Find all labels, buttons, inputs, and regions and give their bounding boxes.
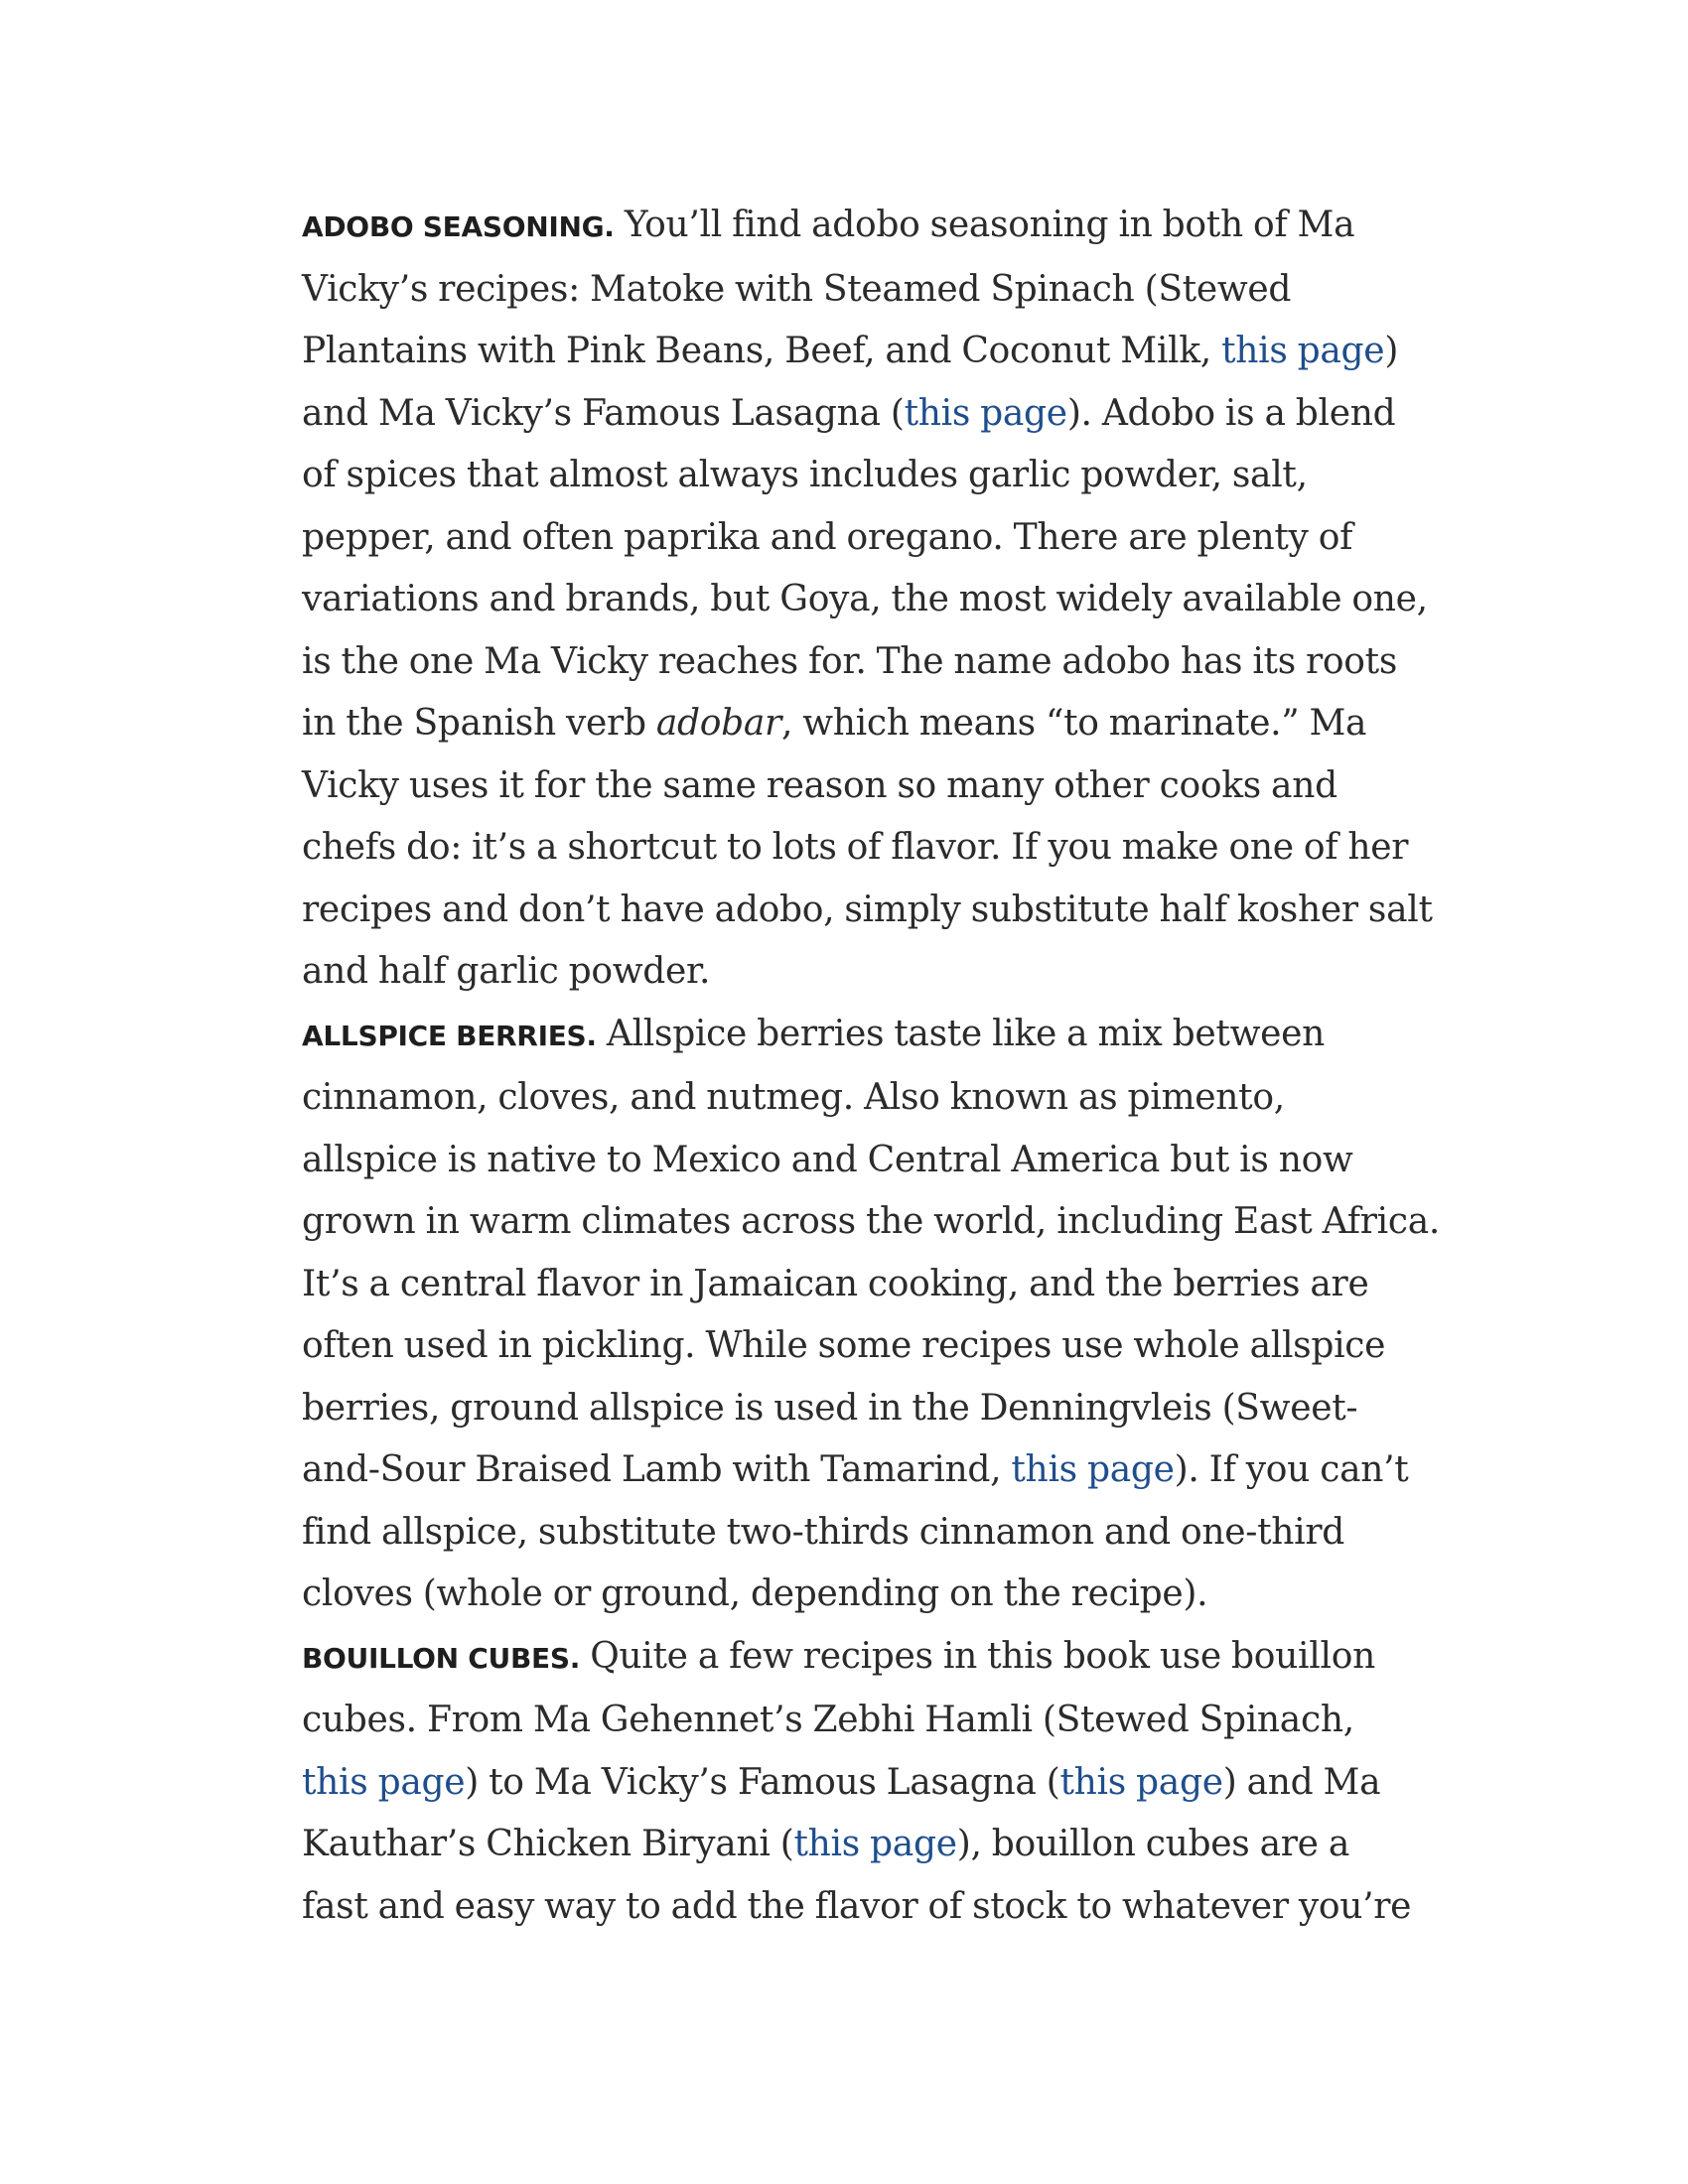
body-text: ) [1384,331,1399,371]
this-page-link[interactable]: this page [1221,331,1385,371]
this-page-link[interactable]: this page [793,1824,957,1864]
body-text: berries, ground allspice is used in the Denningvleis (Sweet- [302,1387,1358,1429]
text-line [302,1067,1493,1130]
text-line [302,195,1493,259]
body-text: find allspice, substitute two-thirds cinnamon and one-third [302,1511,1345,1553]
text-line [302,383,1493,446]
text-line [302,941,1493,1004]
glossary-list [302,195,1493,1938]
text-line [302,880,1493,942]
body-text: It’s a central flavor in Jamaican cooking, and the berries are [302,1263,1369,1304]
body-text: cloves (whole or ground, depending on the recipe). [302,1573,1208,1614]
text-line [302,1254,1493,1316]
body-text: , which means “to marinate.” Ma [780,703,1367,744]
body-text: chefs do: it’s a shortcut to lots of flavor. If you make one of her [302,827,1409,868]
body-text: pepper, and often paprika and oregano. There are plenty of [302,516,1353,558]
body-text: cinnamon, cloves, and nutmeg. Also known as pimento, [302,1077,1285,1118]
text-line [302,1564,1493,1626]
text-line [302,1690,1493,1752]
body-text: Vicky’s recipes: Matoke with Steamed Spinach (Stewed [302,268,1292,310]
text-line [302,1315,1493,1378]
text-line [302,1876,1493,1939]
this-page-link[interactable]: this page [1011,1449,1175,1490]
text-line [302,507,1493,570]
text-line [302,755,1493,818]
text-line [302,693,1493,755]
text-line [302,259,1493,322]
text-line [302,1502,1493,1565]
body-text: and-Sour Braised Lamb with Tamarind, [302,1449,1012,1490]
body-text: Plantains with Pink Beans, Beef, and Coconut Milk, [302,331,1222,371]
body-text: is the one Ma Vicky reaches for. The name adobo has its roots [302,640,1398,682]
body-text: variations and brands, but Goya, the most widely available one, [302,579,1428,619]
body-text: ). If you can’t [1174,1449,1409,1490]
body-text: and half garlic powder. [302,951,711,992]
text-line [302,1378,1493,1440]
body-text: Allspice berries taste like a mix between [606,1013,1326,1054]
body-text: grown in warm climates across the world, including East Africa. [302,1201,1441,1242]
body-text: allspice is native to Mexico and Central America but is now [302,1139,1353,1180]
body-text: of spices that almost always includes garlic powder, salt, [302,455,1308,495]
body-text: fast and easy way to add the flavor of stock to whatever you’re [302,1885,1412,1927]
text-line [302,817,1493,880]
body-text: Quite a few recipes in this book use bouillon [590,1635,1375,1677]
text-line [302,445,1493,507]
body-text: ), bouillon cubes are a [956,1824,1349,1864]
text-line [302,1191,1493,1254]
body-text: in the Spanish verb [302,703,656,744]
text-line [302,569,1493,631]
glossary-entry [302,1004,1493,1626]
body-text: cubes. From Ma Gehennet’s Zebhi Hamli (Stewed Spinach, [302,1700,1354,1740]
text-line [302,1130,1493,1192]
this-page-link[interactable]: this page [302,1761,466,1803]
italic-term: adobar [655,703,781,744]
glossary-entry [302,195,1493,1004]
glossary-term: ALLSPICE BERRIES. [302,1019,597,1052]
text-line [302,1752,1493,1815]
text-line [302,1439,1493,1502]
this-page-link[interactable]: this page [1059,1761,1223,1803]
body-text: ) and Ma [1222,1761,1381,1803]
text-line [302,631,1493,694]
body-text: ) to Ma Vicky’s Famous Lasagna ( [465,1761,1060,1803]
body-text: recipes and don’t have adobo, simply substitute half kosher salt [302,888,1433,930]
this-page-link[interactable]: this page [904,392,1067,434]
body-text: Vicky uses it for the same reason so many other cooks and [302,764,1337,806]
body-text: and Ma Vicky’s Famous Lasagna ( [302,392,905,434]
text-line [302,321,1493,383]
text-line [302,1004,1493,1068]
glossary-term: ADOBO SEASONING. [302,210,615,243]
body-text: You’ll find adobo seasoning in both of Ma [624,205,1355,245]
glossary-entry [302,1626,1493,1939]
text-line [302,1626,1493,1691]
text-line [302,1814,1493,1876]
body-text: ). Adobo is a blend [1066,392,1396,434]
body-text: Kauthar’s Chicken Biryani ( [302,1824,794,1864]
body-text: often used in pickling. While some recipes use whole allspice [302,1325,1386,1366]
glossary-page [302,195,1493,1938]
glossary-term: BOUILLON CUBES. [302,1641,581,1675]
